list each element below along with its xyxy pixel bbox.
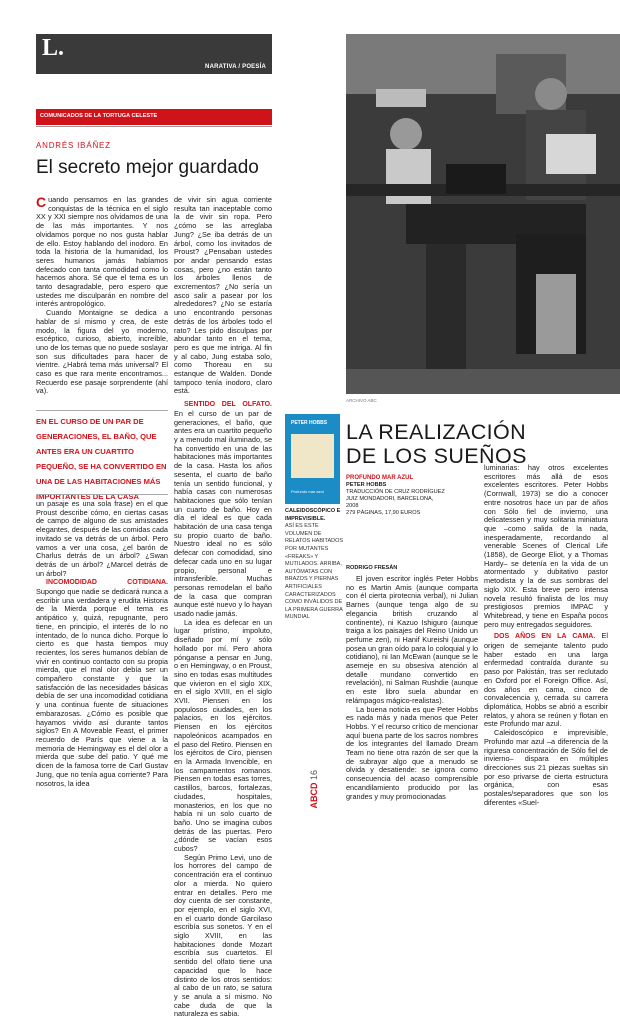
article-column-1-continued xyxy=(36,500,168,818)
paragraph: de vivir sin agua corriente resulta tan inaceptable como la de vivir sin ropa. Pero ¿cómo se las arreglaba Jung? ¿Se iba detrás de un árbol, como los invitados de Proust? ¿Pensaban ustedes por andar pensando estas cosas, pero ¿no están tanto los árboles llenos de excrementos? ¿No sería un asco salir a pasear por los alrededores? ¿No se estaría uno encontrando personas detrás de los árboles todo el rato? Les pido disculpas por abundar tanto en el tema, pero es que me intriga. Al fin y al cabo, Jung estaba solo, como Thoreau en su estanque de Walden. Donde tampoco tenía inodoro, claro está. xyxy=(174,195,272,396)
book-info xyxy=(346,475,446,517)
paragraph: La buena noticia es que Peter Hobbs es nada más y nada menos que Peter Hobbs. Y el recurso crítico de mencionar aquí buena parte de los sacros nombres de los integrantes del llamado Dream Team no tiene otra razón de ser que la de subrayar algo que a menudo se olvida y desatiende: se ignora como consecuencia del acaso comprensible encandilamiento producido por las grandes y muy promocionadas xyxy=(346,704,478,801)
article-column-2 xyxy=(174,195,272,1019)
photo-illustration xyxy=(346,34,620,394)
divider xyxy=(36,126,272,127)
article-headline: El secreto mejor guardado xyxy=(36,157,259,178)
section-category: NARATIVA / POESÍA xyxy=(205,64,266,70)
page-footer xyxy=(309,770,319,809)
book-publisher: TRADUCCIÓN DE CRUZ RODRÍGUEZ JUIZ MONDADORI, BARCELONA, 2008 xyxy=(346,489,445,509)
article-author: ANDRÉS IBÁÑEZ xyxy=(36,141,111,150)
book-cover xyxy=(285,414,340,504)
article-photo xyxy=(346,34,620,394)
subhead: DOS AÑOS EN LA CAMA. xyxy=(494,633,596,641)
drop-cap: C xyxy=(36,194,47,210)
paragraph: Según Primo Levi, uno de los horrores del campo de concentración era el continuo olor a mierda. No quiero entrar en detalles. Pero me doy cuenta de ser constante, por ejemplo, en el siglo XVI, en el cuarto donde Garcilaso escribía sus sonetos. Y en el siglo XVIII, en las habitaciones donde Mozart escribía sus cuartetos. El sentido del olfato tiene una capacidad que lo hace distinto de los otros sentidos: al cabo de un rato, se satura y se anula a sí mismo. No cabe duda de que la naturaleza es sabia. xyxy=(174,852,272,1019)
book-title: PROFUNDO MAR AZUL xyxy=(346,475,414,481)
page-number: 16 xyxy=(309,770,319,781)
review-headline-line-2: DE LOS SUEÑOS xyxy=(346,444,527,468)
paragraph: La idea es defecar en un lugar prístino, impoluto, diseñado por mí y sólo hollado por mí. Pero ahora pónganse a pensar en Jung, o en Hemingway, o en Proust, sino en todas esas multitudes que vivieron en el siglo XIX, en el siglo XVIII, en el siglo XVII. Piensen en los populosos ciudades, en los palacios, en los ejércitos. Piensen en los ejércitos napoleónicos acampados en el paso del Retiro. Piensen en los ejércitos de Ciro, piensen en la Armada Invencible, en los campamentos romanos. Piensen en todas esas torres, castillos, barcos, fortalezas, ciudades, hospitales, monasterios, en los que no había ni un solo cuarto de baño. Uno se imagina cubos detrás de las puertas. Pero ¿dónde se vacían esos cubos? xyxy=(174,617,272,854)
paragraph: Caleidoscópico e imprevisible, Profundo mar azul –a diferencia de la riguresa concentración de Sólo fiel de invierno– dispara en múltiples direcciones sus 21 piezas sueltas sin por eso privarse de cierta estructura orgánica, con esas postales/separadores que son los diferentes «Suel- xyxy=(484,728,608,807)
caption-body: ASÍ ES ESTE VOLUMEN DE RELATOS HABITADOS POR MUTANTES «FREAKS» Y MUTILADOS. ARRIBA, AUTÓMATAS CON BRAZOS Y PIERNAS ARTIFICIALES CARACTERIZADOS COMO INVÁLIDOS DE LA PRIMERA GUERRA MUNDIAL xyxy=(285,523,344,621)
section-letter: L. xyxy=(42,35,65,61)
review-headline-line-1: LA REALIZACIÓN xyxy=(346,420,527,444)
paragraph: En el curso de un par de generaciones, el baño, que antes era un cuartito pequeño y a menudo mal iluminado, se ha convertido en una de las habitaciones más importantes de la casa. Hasta los años sesenta, el cuarto de baño tenía un sentido funcional, y había casas con numerosas habitaciones que sólo tenían un cuarto de baño. Hoy en día el ideal es que cada habitación de una casa tenga su propio cuarto de baño. Nuestro ideal no es sólo defecar con comodidad, sino defecar cada uno en su lugar propio, personal e intransferible. Muchas personas remodelan el baño de la casa que compran aunque esté nuevo y lo hayan usado nadie jamás. xyxy=(174,408,272,619)
article-column-1 xyxy=(36,196,168,408)
paragraph: un pasaje es una sola frase) en el que Proust describe cómo, en ciertas casas de campo de alguno de sus amistades elegantes, después de las comidas cada invitado se va detrás de un árbol. Pero vamos a ver una cosa, ¿el barón de Charlus detrás de un árbol? ¿Swan detrás de un árbol? ¿Marcel detrás de un árbol? xyxy=(36,499,168,578)
paragraph: luminarias: hay otros excelentes escritores más allá de esos excelentes escritores. Peter Hobbs (Cornwall, 1973) se dio a conocer entre nosotros hace un par de años con Sólo fiel de invierno, una delicatessen y muy solitaria miniatura que –como salida de la nada, inesperadamente, recordando al venerable Scenes of Clerical Life (1858), de George Eliot, y a Thomas Hardy– se detenía en la vida de un atormentado y dubitativo pastor metodista y la de sus sombras del siglo XIX. Esta breve pero intensa novela resultó finalista de los muy prestigiosos premios IMPAC y Whitebread, y tiene en España pocos pero muy entregados seguidores. xyxy=(484,463,608,629)
paragraph: Cuando pensamos en las grandes conquistas de la técnica en el siglo XX y XXI siempre nos olvidamos de una de las más importantes. Y nos olvidamos porque no nos gusta hablar de ello. Estoy hablando del inodoro. En toda la historia de la humanidad, los seres humanos jamás habíamos defecado con tanta comodidad como lo hacemos ahora. Sé que el tema es un tanto desagradable, pero espero que ustedes me disculparán en nombre del interés antropológico. xyxy=(36,194,168,309)
review-author: RODRIGO FRESÁN xyxy=(346,565,398,571)
review-column-1 xyxy=(346,575,478,823)
book-cover-author: PETER HOBBS xyxy=(291,420,328,426)
photo-credit: ARCHIVO ABC xyxy=(346,398,377,403)
pull-quote: EN EL CURSO DE UN PAR DE GENERACIONES, EL BAÑO, QUE ANTES ERA UN CUARTITO PEQUEÑO, SE HA CONVERTIDO EN UNA DE LAS HABITACIONES MÁS IMPORTANTES DE LA CASA xyxy=(36,417,167,501)
paragraph: Supongo que nadie se dedicará nunca a escribir una verdadera y erudita Historia de la Mierda porque el tema es antipático y, quizá, repugnante, pero tiene, en principio, el interés de lo no intentado, de lo nunca dicho. Porque lo cierto es que hasta tiempos muy recientes, los seres humanos debían de vivir en continuo contacto con su propia mierda, que el mal olor debía ser un compañero constante y que la satisfacción de las necesidades básicas debía de ser una incomodidad cotidiana y una continua fuente de situaciones embarazosas. ¿Cómo es posible que hayamos vivido así durante tantos siglos? En A Moveable Feast, el primer recuerdo de París que viene a la memoria de Hemingway es el del olor a mierda que sube del patio. Y qué me dicen de la famosa torre de Carl Gustav Jung, que no tenía agua corriente? Para nosotros, la idea xyxy=(36,587,168,788)
book-cover-image xyxy=(291,434,334,478)
series-banner: COMUNICADOS DE LA TORTUGA CELESTE xyxy=(36,109,272,125)
subhead: INCOMODIDAD COTIDIANA. xyxy=(46,579,168,587)
photo-caption xyxy=(285,508,345,622)
paragraph: El origen de semejante talento pudo haber estado en una larga enfermedad contraída durante su paso por Pakistán, tras ser reclutado en Oxford por el Foreign Office. Así, dos años en cama, cinco de convalecencia y, cerrada su carrera diplomática, Hobbs se abrió a escribir relatos, y ahora se reúnen y flotan en este Profundo mar azul. xyxy=(484,631,609,729)
divider xyxy=(36,410,168,411)
book-pages: 279 PÁGINAS, 17,90 EUROS xyxy=(346,510,421,516)
divider xyxy=(36,494,168,495)
paragraph: Cuando Montaigne se dedica a hablar de sí mismo y crea, de este modo, la figura del yo moderno, escéptico, curioso, abierto, increíble, uno de los temas que no puede soslayar son sus dificultades para hacer de vientre. ¿Habrá tema más universal? El caso es que rara mente encontramos... Recuerdo ese pasaje sorprendente (ahí va). xyxy=(36,308,168,396)
book-cover-title: Profundo mar azul xyxy=(291,489,324,494)
review-column-2 xyxy=(484,464,608,823)
section-header xyxy=(36,34,272,74)
footer-brand: ABCD xyxy=(309,782,319,809)
caption-head: CALEIDOSCÓPICO E IMPREVISIBLE. xyxy=(285,508,341,522)
book-author: PETER HOBBS xyxy=(346,482,387,488)
paragraph: El joven escritor inglés Peter Hobbs no es Martin Amis (aunque comparta con él cierta pirotecnia verbal), ni Julian Barnes (aunque tenga algo de su elegancia british cruzando al continente), ni Kazuo Ishiguro (aunque traiga a los paisajes del Reino Unido un perfume zen), ni Hanif Kureishi (aunque posea un gran oído para lo coloquial y lo cotidiano), ni Ian McEwan (aunque se le asemeje en su obsesiva atención al detalle mundano convertido en revelación), ni Salman Rushdie (aunque en este libro suela abundar en relámpagos mágico-realistas). xyxy=(346,574,478,705)
subhead: SENTIDO DEL OLFATO. xyxy=(184,401,272,409)
review-headline xyxy=(346,420,527,468)
